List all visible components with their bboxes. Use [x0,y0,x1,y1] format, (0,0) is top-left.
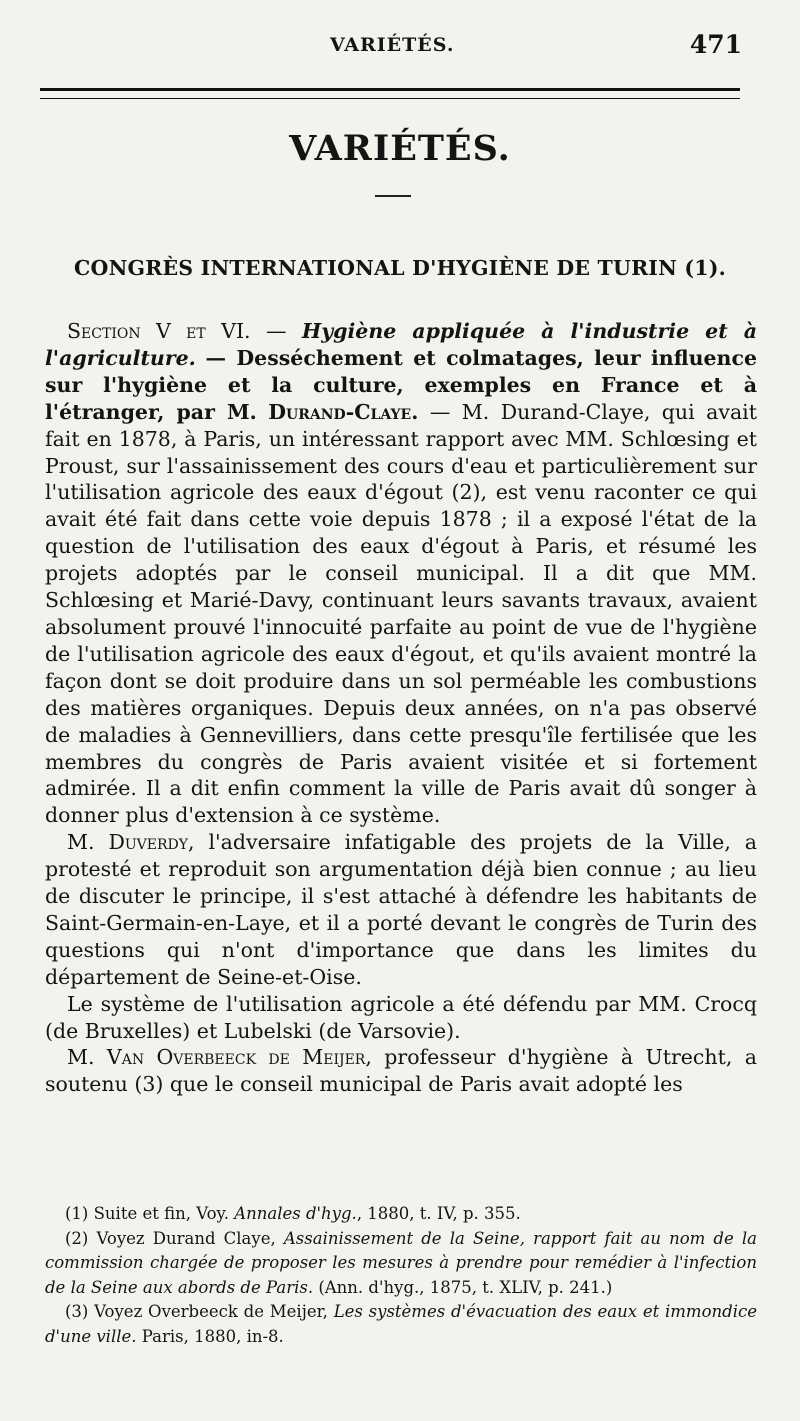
footnote-1-text: (1) Suite et fin, Voy. [65,1204,229,1223]
footnote-1-title: Annales d'hyg. [234,1204,357,1223]
para4-name: Van Overbeeck de Meijer, [106,1045,372,1070]
para4-text: professeur d'hygiène à Utrecht, a soutenu (3) que le conseil municipal de Paris avait adopté les [45,1045,757,1097]
article-body [45,318,757,1098]
footnote-3 [45,1300,757,1349]
footnote-3-ref: Paris, 1880, in-8. [141,1326,284,1346]
section-label: Section V et VI. [67,319,251,343]
para4-lead: M. [67,1045,95,1070]
footnotes [45,1202,757,1349]
page-number: 471 [689,30,742,59]
section-dash: — [265,319,287,343]
paragraph-4 [45,1044,757,1098]
section-subject: Hygiène appliquée à l'industrie et à l'agriculture. [45,319,757,370]
section-title: VARIÉTÉS. [289,128,511,169]
para2-name: Duverdy, [108,830,195,855]
section-line [45,318,757,829]
running-head-title: VARIÉTÉS. [330,34,455,56]
topic-author: Durand-Claye. [268,399,419,424]
footnote-2-text: (2) Voyez Durand Claye, [65,1228,276,1248]
footnote-1 [45,1202,757,1227]
topic-title: — Desséchement et colmatages, leur influence sur l'hygiène et la culture, exemples en France et à l'étranger, par M. [45,345,757,424]
footnote-3-title: Les systèmes d'évacuation des eaux et immondice d'une ville. [45,1302,757,1346]
para2-lead: M. [67,830,95,855]
header-rule [40,88,740,99]
footnote-1-ref: , 1880, t. IV, p. 355. [356,1204,521,1223]
footnote-2 [45,1227,757,1301]
paragraph-1: — M. Durand-Claye, qui avait fait en 1878, à Paris, un intéressant rapport avec MM. Schlœsing et Proust, sur l'assainissement des cours d'eau et particulièrement sur l'utilisation agricole des eaux d'égout (2), est venu raconter ce qui avait été fait dans cette voie depuis 1878 ; il a exposé l'état de la question de l'utilisation des eaux d'égout à Paris, et résumé les projets adoptés par le conseil municipal. Il a dit que MM. Schlœsing et Marié-Davy, continuant leurs savants travaux, avaient absolument prouvé l'innocuité parfaite au point de vue de l'hygiène de l'utilisation agricole des eaux d'égout, et qu'ils avaient montré la façon dont se doit produire dans un sol perméable les combustions des matières organiques. Depuis deux années, on n'a pas observé de maladies à Gennevilliers, dans cette presqu'île fertilisée que les membres du congrès de Paris avaient visitée et si fortement admirée. Il a dit enfin comment la ville de Paris avait dû songer à donner plus d'extension à ce système. [45,399,757,828]
article-heading: CONGRÈS INTERNATIONAL D'HYGIÈNE DE TURIN (1). [74,256,726,280]
footnote-3-text: (3) Voyez Overbeeck de Meijer, [65,1302,328,1321]
para2-text: l'adversaire infatigable des projets de la Ville, a protesté et reproduit son argumentation déjà bien connue ; au lieu de discuter le principe, il s'est attaché à défendre les habitants de Saint-Germain-en-Laye, et il a porté devant le congrès de Turin des questions qui n'ont d'importance que dans les limites du département de Seine-et-Oise. [45,830,757,989]
running-head [40,30,750,66]
title-rule [375,195,411,197]
paragraph-3: Le système de l'utilisation agricole a été défendu par MM. Crocq (de Bruxelles) et Lubelski (de Varsovie). [45,991,757,1043]
paragraph-2 [45,829,757,990]
footnote-2-title: Assainissement de la Seine, rapport fait au nom de la commission chargée de proposer les mesures à prendre pour remédier à l'infection de la Seine aux abords de Paris. [45,1228,757,1297]
footnote-2-ref: (Ann. d'hyg., 1875, t. XLIV, p. 241.) [318,1277,613,1297]
